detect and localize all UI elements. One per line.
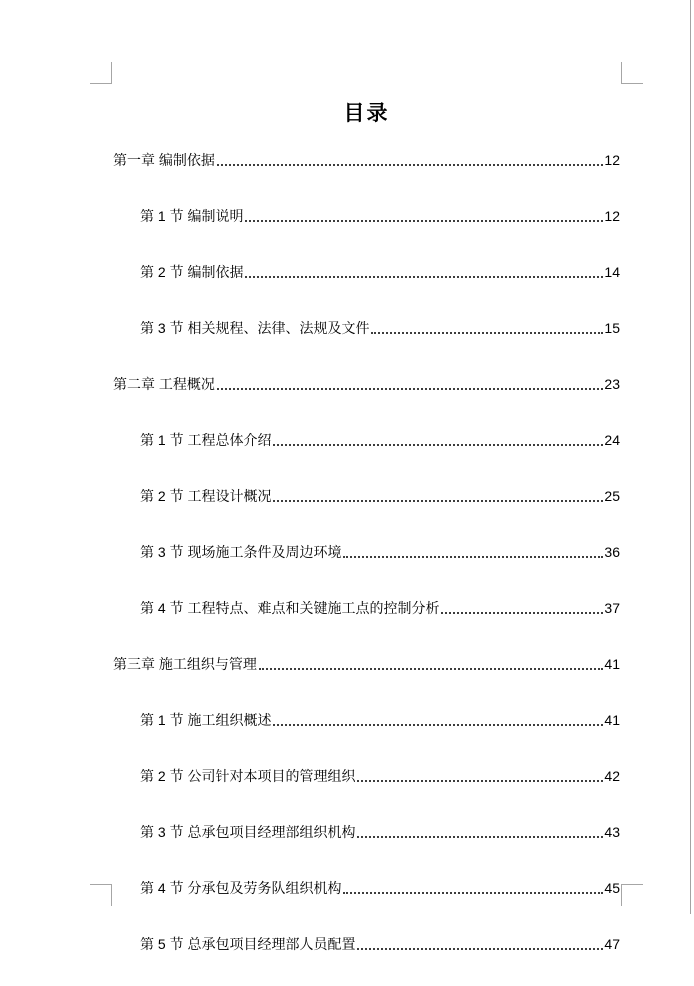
toc-entry-label[interactable]: 第二章 工程概况: [113, 376, 215, 392]
toc-entry-label[interactable]: 第 2 节 公司针对本项目的管理组织: [140, 768, 356, 784]
toc-entry-page[interactable]: 12: [604, 152, 620, 168]
toc-entry-label[interactable]: 第 1 节 施工组织概述: [140, 712, 272, 728]
toc-leader-dots: [371, 332, 603, 334]
toc-entry[interactable]: [113, 712, 620, 762]
toc-entry-label[interactable]: 第 1 节 编制说明: [140, 208, 244, 224]
toc-entry[interactable]: [113, 432, 620, 482]
toc-entry[interactable]: [113, 320, 620, 370]
toc-entry-label[interactable]: 第 4 节 分承包及劳务队组织机构: [140, 880, 342, 896]
toc-entry-label[interactable]: 第 3 节 现场施工条件及周边环境: [140, 544, 342, 560]
toc-entry-page[interactable]: 43: [604, 824, 620, 840]
margin-crop-mark-top-right: [621, 62, 643, 84]
toc-entry[interactable]: [113, 544, 620, 594]
toc-entry-page[interactable]: 41: [604, 656, 620, 672]
toc-entry-page[interactable]: 25: [604, 488, 620, 504]
toc-entry-label[interactable]: 第 1 节 工程总体介绍: [140, 432, 272, 448]
margin-crop-mark-bottom-left: [90, 884, 112, 906]
toc-entry-page[interactable]: 12: [604, 208, 620, 224]
toc-leader-dots: [343, 892, 603, 894]
toc-leader-dots: [245, 220, 603, 222]
toc-entry-page[interactable]: 24: [604, 432, 620, 448]
toc-entry[interactable]: [113, 936, 620, 986]
toc-entry[interactable]: [113, 824, 620, 874]
toc-leader-dots: [441, 612, 603, 614]
toc-entry-page[interactable]: 36: [604, 544, 620, 560]
toc-entry-page[interactable]: 45: [604, 880, 620, 896]
toc-entry-page[interactable]: 42: [604, 768, 620, 784]
toc-leader-dots: [217, 388, 604, 390]
toc-leader-dots: [273, 500, 603, 502]
toc-leader-dots: [343, 556, 603, 558]
toc-entry-page[interactable]: 41: [604, 712, 620, 728]
toc-entry-label[interactable]: 第 3 节 总承包项目经理部组织机构: [140, 824, 356, 840]
toc-entry[interactable]: [113, 768, 620, 818]
toc-entry-page[interactable]: 15: [604, 320, 620, 336]
toc-leader-dots: [259, 668, 604, 670]
toc-entry[interactable]: [113, 488, 620, 538]
toc-entry[interactable]: [113, 600, 620, 650]
toc-entry-label[interactable]: 第 2 节 编制依据: [140, 264, 244, 280]
toc-leader-dots: [357, 780, 603, 782]
toc-leader-dots: [217, 164, 604, 166]
toc-entry[interactable]: [113, 152, 620, 202]
toc-entry-page[interactable]: 23: [604, 376, 620, 392]
toc-entry[interactable]: [113, 880, 620, 930]
page-title: 目录: [343, 102, 390, 125]
toc-entry[interactable]: [113, 376, 620, 426]
toc-entry-label[interactable]: 第 2 节 工程设计概况: [140, 488, 272, 504]
toc-leader-dots: [357, 836, 603, 838]
page-edge-line: [690, 0, 691, 914]
toc-entry-label[interactable]: 第 5 节 总承包项目经理部人员配置: [140, 936, 356, 952]
toc-entry-page[interactable]: 47: [604, 936, 620, 952]
table-of-contents: [113, 146, 620, 986]
toc-entry-page[interactable]: 14: [604, 264, 620, 280]
toc-entry-label[interactable]: 第 3 节 相关规程、法律、法规及文件: [140, 320, 370, 336]
toc-entry-page[interactable]: 37: [604, 600, 620, 616]
toc-leader-dots: [357, 948, 603, 950]
toc-entry[interactable]: [113, 656, 620, 706]
toc-leader-dots: [245, 276, 603, 278]
toc-entry-label[interactable]: 第 4 节 工程特点、难点和关键施工点的控制分析: [140, 600, 440, 616]
margin-crop-mark-bottom-right: [621, 884, 643, 906]
toc-entry[interactable]: [113, 264, 620, 314]
toc-leader-dots: [273, 444, 603, 446]
toc-leader-dots: [273, 724, 603, 726]
toc-entry-label[interactable]: 第一章 编制依据: [113, 152, 215, 168]
toc-entry[interactable]: [113, 208, 620, 258]
toc-entry-label[interactable]: 第三章 施工组织与管理: [113, 656, 257, 672]
margin-crop-mark-top-left: [90, 62, 112, 84]
